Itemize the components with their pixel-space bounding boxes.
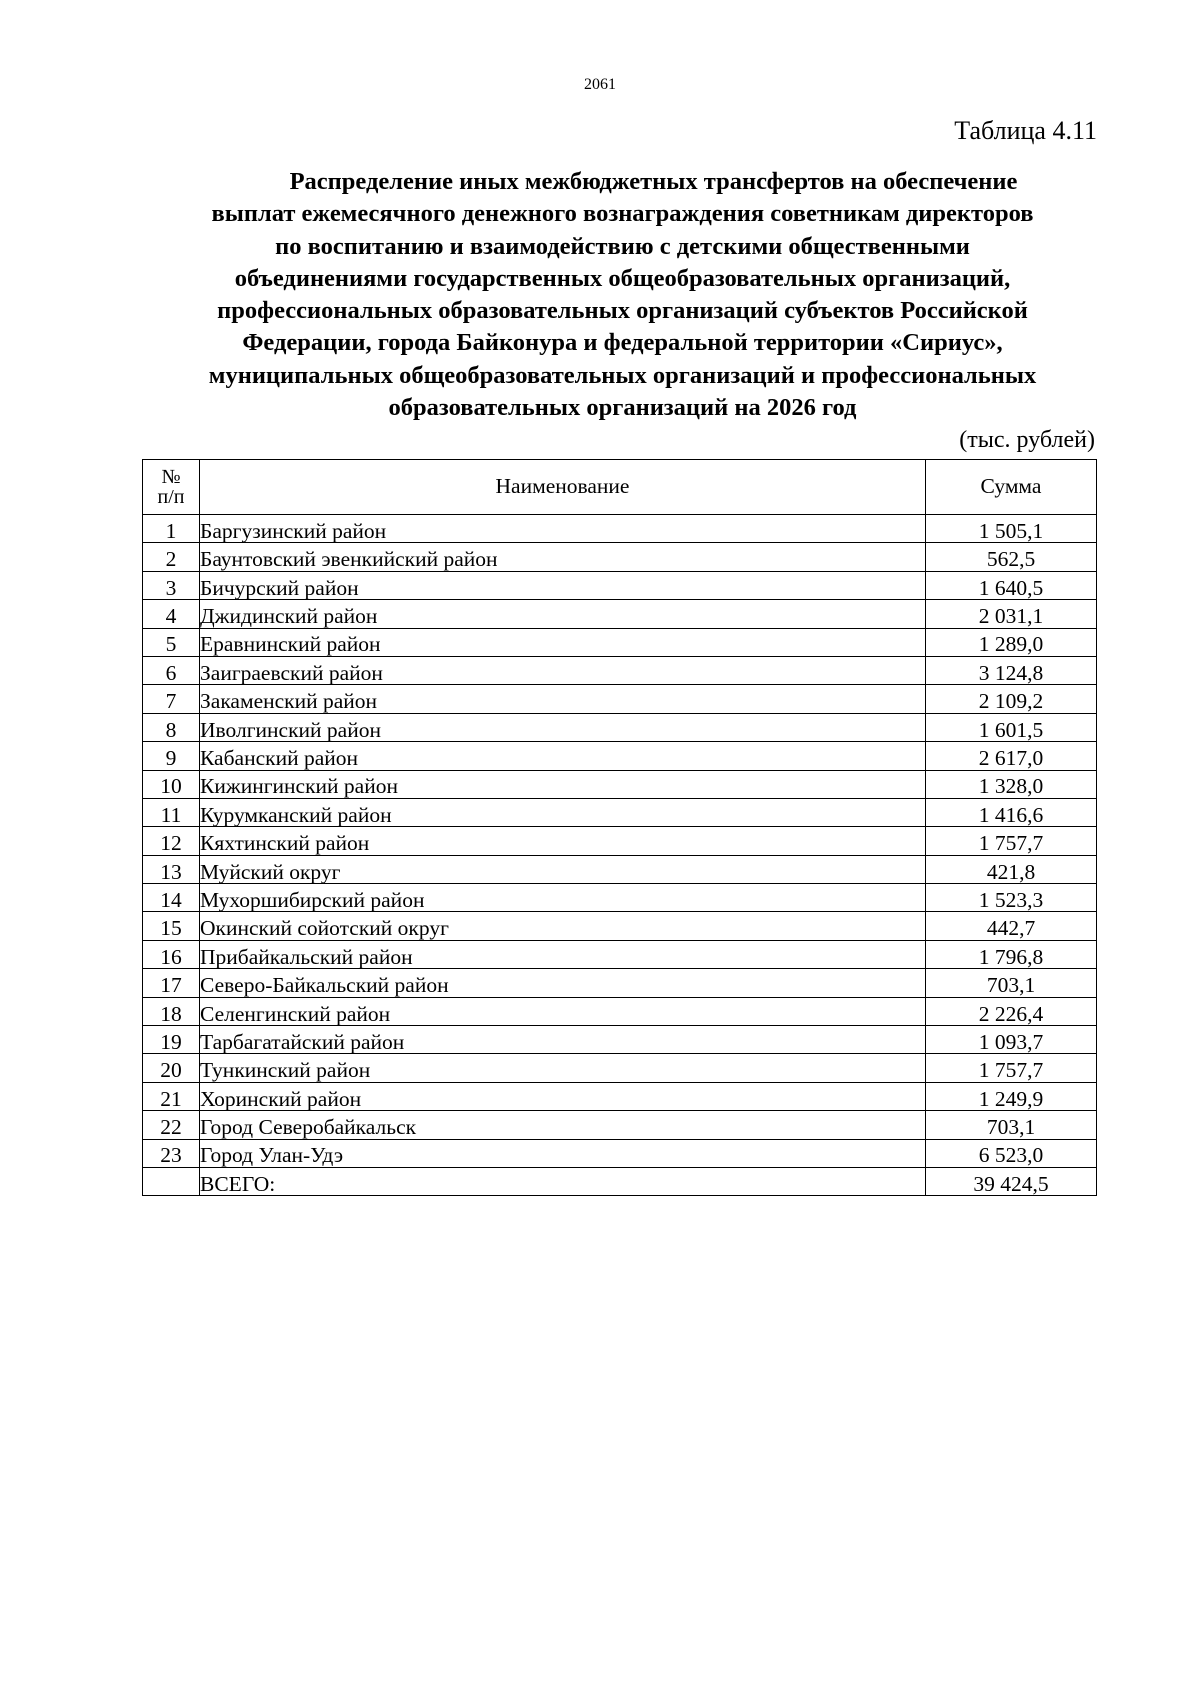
total-row: [143, 1167, 1097, 1195]
table-row: [143, 940, 1097, 968]
table-label: Таблица 4.11: [954, 116, 1097, 145]
title-line: муниципальных общеобразовательных организаций и профессиональных: [208, 361, 1037, 389]
row-name: Тункинский район: [200, 1054, 926, 1082]
row-sum: 421,8: [926, 855, 1097, 883]
row-sum: 2 109,2: [926, 685, 1097, 713]
row-number: 6: [143, 656, 200, 684]
row-sum: 1 523,3: [926, 884, 1097, 912]
row-number: 5: [143, 628, 200, 656]
table-row: [143, 1111, 1097, 1139]
table-row: [143, 571, 1097, 599]
row-sum: 562,5: [926, 543, 1097, 571]
row-name: Джидинский район: [200, 600, 926, 628]
row-number: 15: [143, 912, 200, 940]
title-line: образовательных организаций на 2026 год: [388, 394, 857, 422]
unit-label: (тыс. рублей): [959, 427, 1095, 453]
header-number-abbr: п/п: [157, 486, 185, 508]
header-name: Наименование: [200, 460, 926, 515]
table-row: [143, 798, 1097, 826]
table-row: [143, 1054, 1097, 1082]
table-row: [143, 685, 1097, 713]
row-number: 23: [143, 1139, 200, 1167]
row-name: Мухоршибирский район: [200, 884, 926, 912]
row-name: Город Улан-Удэ: [200, 1139, 926, 1167]
row-number: 4: [143, 600, 200, 628]
row-name: Муйский округ: [200, 855, 926, 883]
row-name: Кабанский район: [200, 742, 926, 770]
table-row: [143, 543, 1097, 571]
total-label: ВСЕГО:: [200, 1167, 926, 1195]
row-sum: 1 640,5: [926, 571, 1097, 599]
header-number-symbol: №: [161, 466, 181, 488]
title-line: объединениями государственных общеобразовательных организаций,: [234, 264, 1011, 292]
row-sum: 703,1: [926, 969, 1097, 997]
row-sum: 1 757,7: [926, 827, 1097, 855]
row-name: Кижингинский район: [200, 770, 926, 798]
row-name: Бичурский район: [200, 571, 926, 599]
row-number: 3: [143, 571, 200, 599]
row-name: Заиграевский район: [200, 656, 926, 684]
total-sum: 39 424,5: [926, 1167, 1097, 1195]
row-number: 13: [143, 855, 200, 883]
table-header-row: [143, 460, 1097, 515]
header-number: [143, 460, 200, 515]
row-number: 11: [143, 798, 200, 826]
row-sum: 2 031,1: [926, 600, 1097, 628]
row-sum: 1 601,5: [926, 713, 1097, 741]
row-number: 12: [143, 827, 200, 855]
allocation-table: [142, 459, 1097, 1196]
row-number: 8: [143, 713, 200, 741]
document-title: [140, 166, 1105, 424]
row-number: 7: [143, 685, 200, 713]
row-sum: 1 505,1: [926, 515, 1097, 543]
row-sum: 1 289,0: [926, 628, 1097, 656]
row-name: Тарбагатайский район: [200, 1026, 926, 1054]
row-name: Курумканский район: [200, 798, 926, 826]
row-name: Баунтовский эвенкийский район: [200, 543, 926, 571]
table-row: [143, 1139, 1097, 1167]
row-name: Хоринский район: [200, 1082, 926, 1110]
row-name: Иволгинский район: [200, 713, 926, 741]
row-number: 18: [143, 997, 200, 1025]
table-row: [143, 770, 1097, 798]
title-line: профессиональных образовательных организаций субъектов Российской: [217, 297, 1028, 325]
table-row: [143, 515, 1097, 543]
row-number: 16: [143, 940, 200, 968]
table-row: [143, 600, 1097, 628]
row-sum: 2 226,4: [926, 997, 1097, 1025]
row-sum: 3 124,8: [926, 656, 1097, 684]
row-sum: 1 093,7: [926, 1026, 1097, 1054]
row-name: Закаменский район: [200, 685, 926, 713]
row-name: Кяхтинский район: [200, 827, 926, 855]
row-number: 19: [143, 1026, 200, 1054]
page-number: 2061: [584, 76, 616, 93]
row-sum: 442,7: [926, 912, 1097, 940]
row-sum: 1 757,7: [926, 1054, 1097, 1082]
row-sum: 1 328,0: [926, 770, 1097, 798]
title-line: по воспитанию и взаимодействию с детскими общественными: [275, 232, 970, 260]
row-sum: 2 617,0: [926, 742, 1097, 770]
row-name: Прибайкальский район: [200, 940, 926, 968]
header-sum: Сумма: [926, 460, 1097, 515]
table-row: [143, 713, 1097, 741]
table-row: [143, 827, 1097, 855]
row-number: 21: [143, 1082, 200, 1110]
table-row: [143, 742, 1097, 770]
table-row: [143, 969, 1097, 997]
table-body: [143, 515, 1097, 1168]
row-name: Город Северобайкальск: [200, 1111, 926, 1139]
table-row: [143, 997, 1097, 1025]
total-number-cell: [143, 1167, 200, 1195]
table-row: [143, 656, 1097, 684]
table-row: [143, 855, 1097, 883]
row-sum: 6 523,0: [926, 1139, 1097, 1167]
row-number: 2: [143, 543, 200, 571]
row-name: Северо-Байкальский район: [200, 969, 926, 997]
row-sum: 1 796,8: [926, 940, 1097, 968]
row-number: 1: [143, 515, 200, 543]
table-row: [143, 884, 1097, 912]
row-sum: 1 249,9: [926, 1082, 1097, 1110]
row-name: Селенгинский район: [200, 997, 926, 1025]
row-name: Баргузинский район: [200, 515, 926, 543]
row-number: 20: [143, 1054, 200, 1082]
row-sum: 1 416,6: [926, 798, 1097, 826]
title-line: выплат ежемесячного денежного вознаграждения советникам директоров: [211, 200, 1034, 228]
table-row: [143, 1026, 1097, 1054]
row-number: 22: [143, 1111, 200, 1139]
row-number: 17: [143, 969, 200, 997]
table-row: [143, 912, 1097, 940]
row-number: 9: [143, 742, 200, 770]
table-row: [143, 628, 1097, 656]
row-name: Еравнинский район: [200, 628, 926, 656]
title-line: Федерации, города Байконура и федеральной территории «Сириус»,: [242, 329, 1003, 357]
title-line: Распределение иных межбюджетных трансфертов на обеспечение: [289, 168, 1018, 195]
row-name: Окинский сойотский округ: [200, 912, 926, 940]
row-number: 10: [143, 770, 200, 798]
table-row: [143, 1082, 1097, 1110]
row-number: 14: [143, 884, 200, 912]
row-sum: 703,1: [926, 1111, 1097, 1139]
